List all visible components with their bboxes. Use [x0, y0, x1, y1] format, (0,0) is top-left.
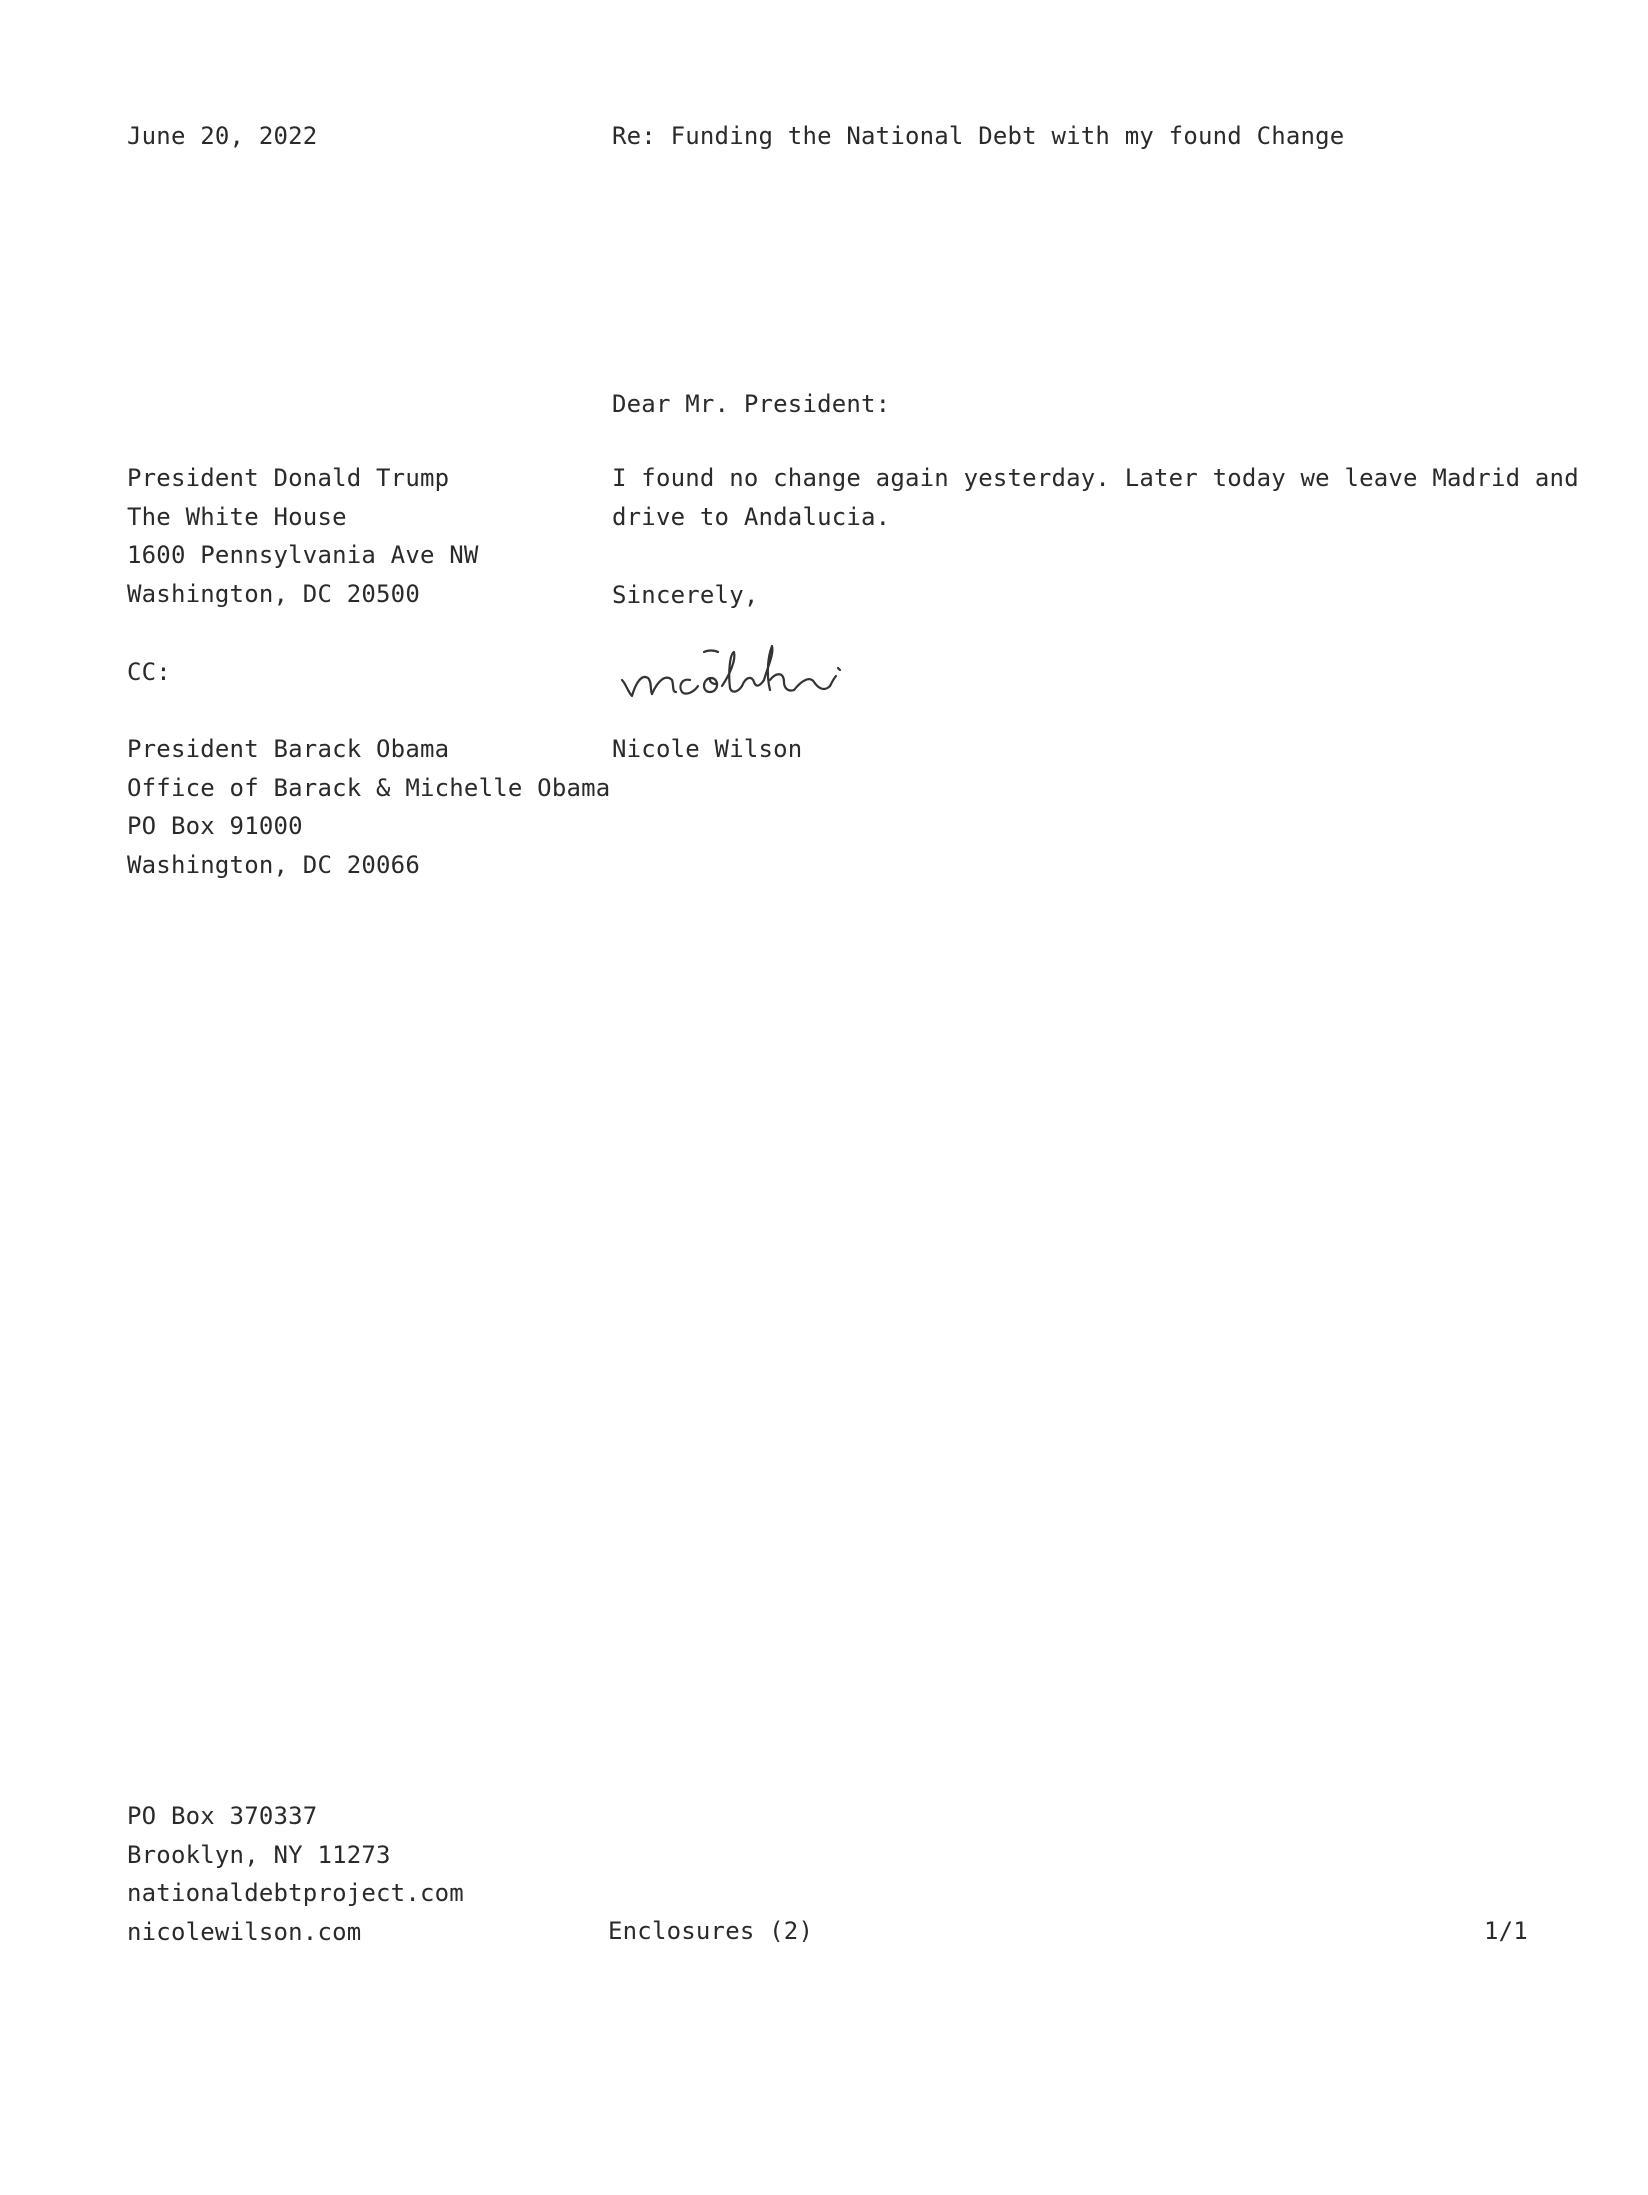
recipient-address-line: Washington, DC 20500	[127, 579, 420, 608]
sender-contact	[127, 1797, 464, 1951]
salutation: Dear Mr. President:	[612, 390, 891, 418]
cc-address-line: Office of Barack & Michelle Obama	[127, 773, 611, 802]
recipient-address	[127, 459, 479, 613]
cc-recipient-address	[127, 730, 610, 884]
sender-website: nationaldebtproject.com	[127, 1879, 464, 1907]
cc-address-line: Washington, DC 20066	[127, 850, 420, 879]
cc-recipient-name: President Barack Obama	[127, 735, 450, 763]
recipient-name: President Donald Trump	[127, 464, 450, 492]
signer-name: Nicole Wilson	[612, 735, 803, 763]
sender-website: nicolewilson.com	[127, 1917, 362, 1946]
handwritten-signature-icon	[618, 630, 938, 710]
sender-line: PO Box 370337	[127, 1802, 318, 1830]
letter-subject: Re: Funding the National Debt with my found Change	[612, 122, 1345, 150]
body-line: I found no change again yesterday. Later today we leave Madrid and	[612, 464, 1579, 492]
sender-line: Brooklyn, NY 11273	[127, 1840, 391, 1869]
letter-date: June 20, 2022	[127, 122, 318, 150]
recipient-address-line: 1600 Pennsylvania Ave NW	[127, 541, 479, 569]
cc-label: CC:	[127, 658, 171, 686]
body-line: drive to Andalucia.	[612, 502, 891, 531]
letter-body	[612, 459, 1579, 536]
cc-address-line: PO Box 91000	[127, 812, 303, 840]
recipient-address-line: The White House	[127, 502, 347, 531]
closing: Sincerely,	[612, 581, 759, 609]
enclosures-note: Enclosures (2)	[608, 1917, 814, 1945]
page-number: 1/1	[1484, 1917, 1528, 1945]
